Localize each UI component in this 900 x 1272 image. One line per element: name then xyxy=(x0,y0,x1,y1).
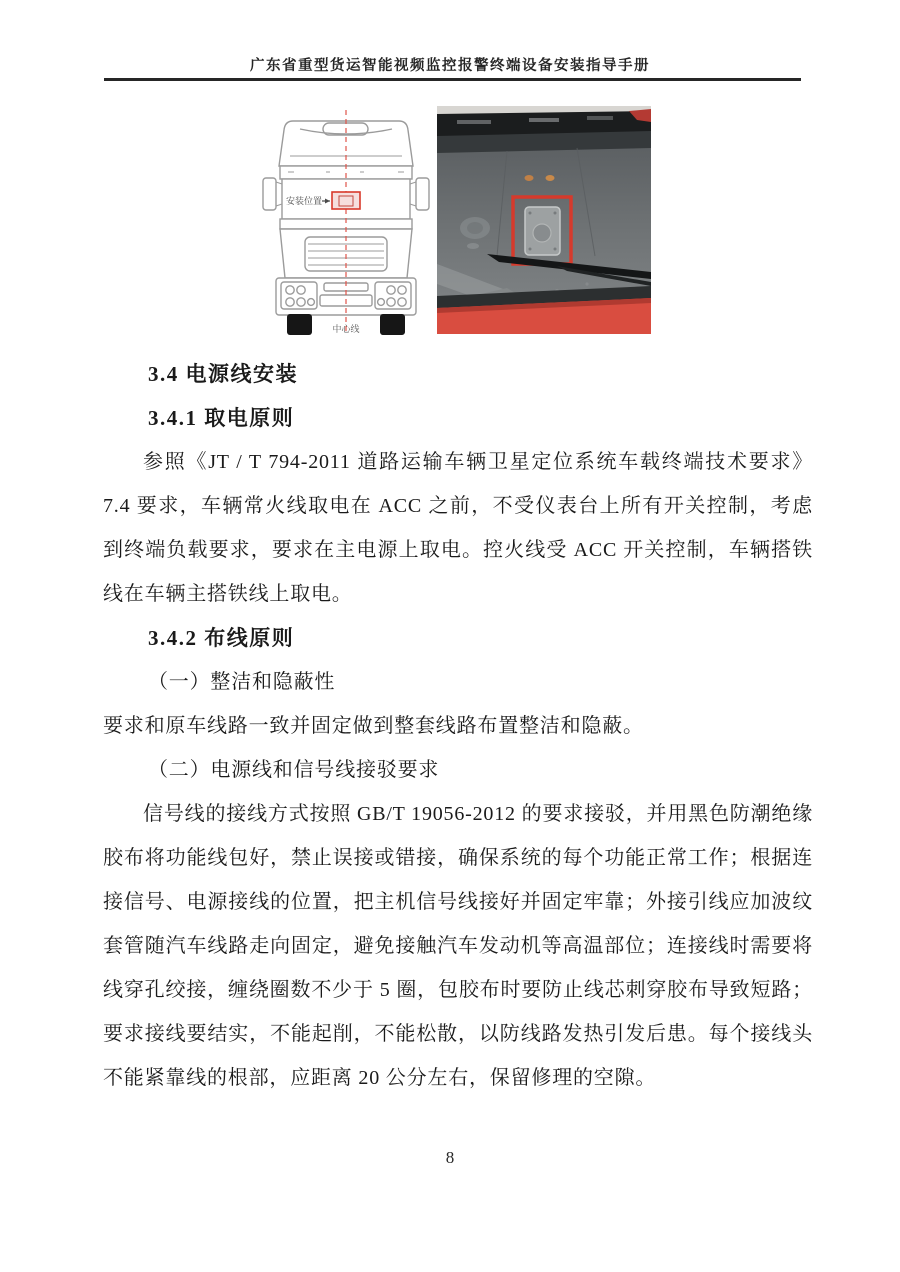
list-item-connection-requirements: （二）电源线和信号线接驳要求 xyxy=(148,759,440,781)
truck-front-diagram xyxy=(260,106,432,338)
document-body xyxy=(103,352,813,1100)
figure-row xyxy=(260,106,651,338)
sub-heading-power-principle: 3.4.1 取电原则 xyxy=(148,406,295,430)
list-item-tidiness: （一）整洁和隐蔽性 xyxy=(148,671,336,693)
sub-heading-wiring-principle: 3.4.2 布线原则 xyxy=(148,626,295,650)
install-position-highlight-box xyxy=(332,192,360,209)
windshield-photo xyxy=(437,106,651,334)
centerline-label: 中心线 xyxy=(332,324,360,334)
section-heading-power-install: 3.4 电源线安装 xyxy=(148,362,298,386)
paragraph-connection-requirements: 信号线的接线方式按照 GB/T 19056-2012 的要求接驳，并用黑色防潮绝缘胶布将功能线包好，禁止误接或错接，确保系统的每个功能正常工作；根据连接信号、电源接线的位置，把主机信号线接好并固定牢靠；外接引线应加波纹套管随汽车线路走向固定，避免接触汽车发动机等高温部位；连接线时需要将线穿孔绞接，缠绕圈数不少于 5 圈，包胶布时要防止线芯刺穿胶布导致短路；要求接线要结实，不能起削，不能松散，以防线路发热引发后患。每个接线头不能紧靠线的根部，应距离 20 公分左右，保留修理的空隙。 xyxy=(103,803,813,1089)
roof-trim xyxy=(437,111,651,153)
page-number: 8 xyxy=(445,1148,455,1167)
device-bracket xyxy=(525,207,560,255)
install-position-label: 安装位置 xyxy=(286,196,323,206)
page-title: 广东省重型货运智能视频监控报警终端设备安装指导手册 xyxy=(250,58,650,74)
header-rule xyxy=(104,78,801,81)
paragraph-power-principle: 参照《JT / T 794-2011 道路运输车辆卫星定位系统车载终端技术要求》7.4 要求，车辆常火线取电在 ACC 之前，不受仪表台上所有开关控制，考虑到终端负载要求，要求在主电源上取电。控火线受 ACC 开关控制，车辆搭铁线在车辆主搭铁线上取电。 xyxy=(103,451,813,605)
paragraph-tidiness: 要求和原车线路一致并固定做到整套线路布置整洁和隐蔽。 xyxy=(103,715,644,737)
